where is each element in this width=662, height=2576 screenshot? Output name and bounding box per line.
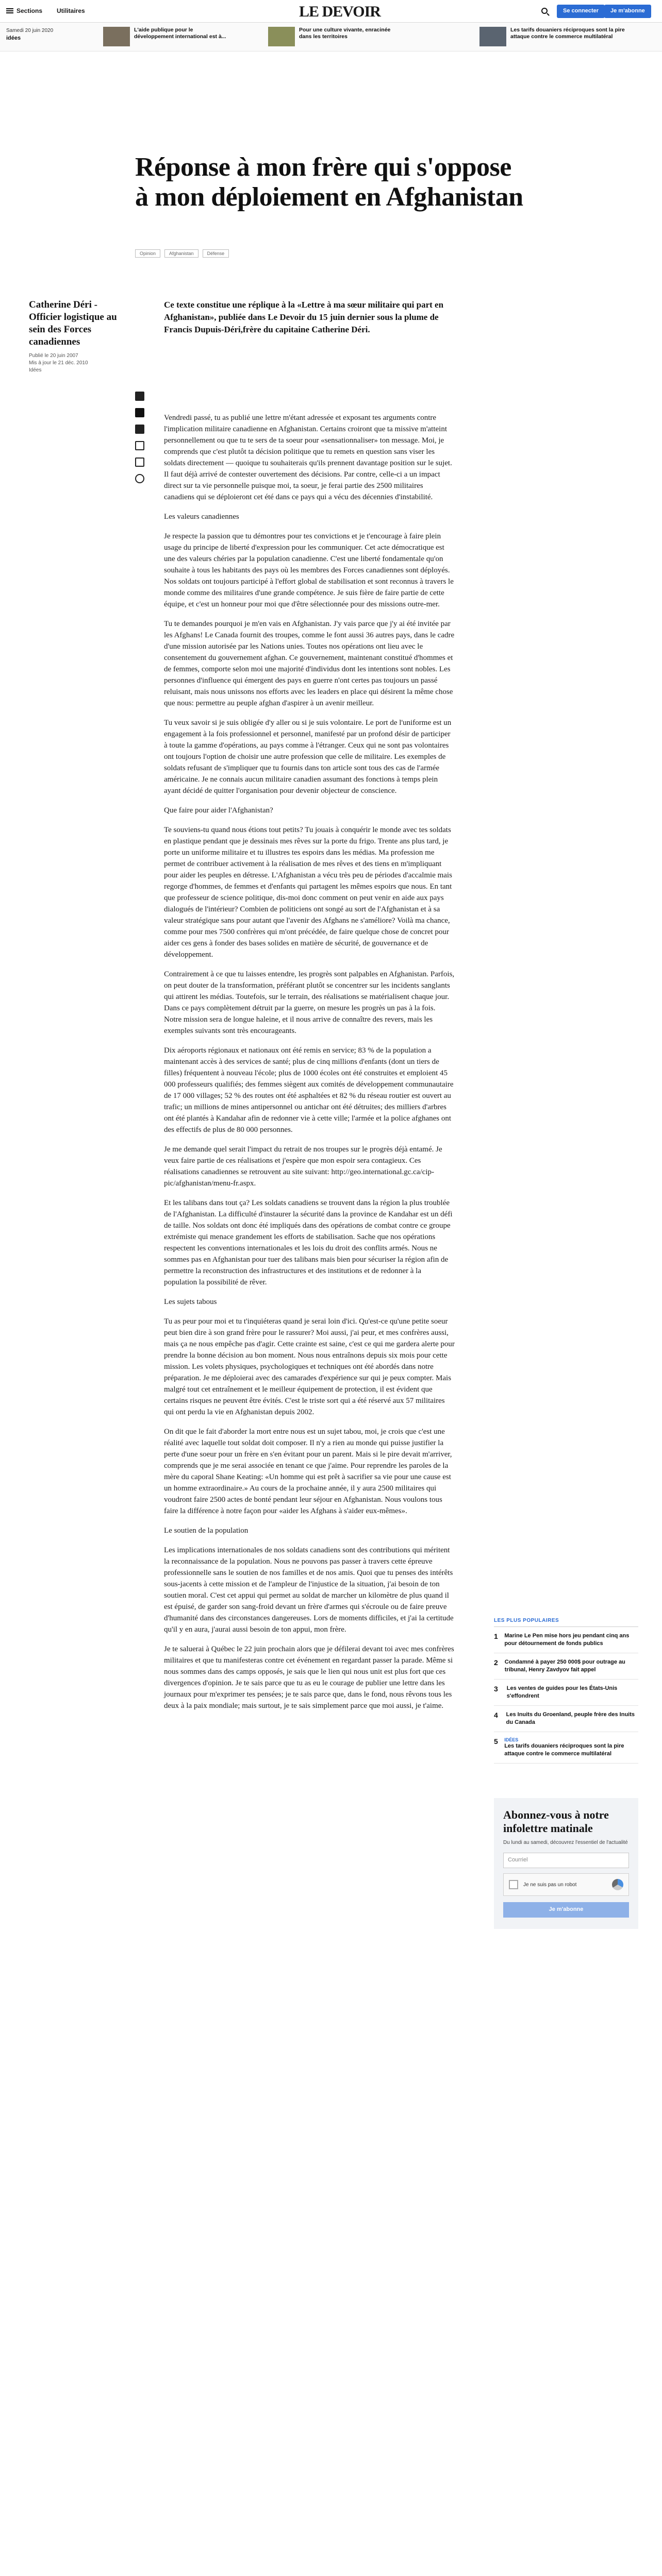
related-articles-ticker xyxy=(0,23,662,52)
login-button[interactable]: Se connecter xyxy=(557,5,605,18)
popular-item-label: IDÉES xyxy=(504,1737,519,1742)
ticker-thumbnail xyxy=(103,27,130,46)
popular-item-title: Marine Le Pen mise hors jeu pendant cinq ans pour détournement de fonds publics xyxy=(504,1633,630,1647)
email-field[interactable]: Courriel xyxy=(503,1853,629,1868)
email-icon[interactable] xyxy=(135,441,144,450)
article-subheading: Le soutien de la population xyxy=(164,1527,249,1535)
ticker-section: idées xyxy=(6,35,21,41)
copy-link-icon[interactable] xyxy=(135,474,144,483)
article-paragraph: Les implications internationales de nos soldats canadiens sont des contributions qui méritent la reconnaissance de la population. Nous ne pouvons pas passer à travers cette épreuve professionnelle sans le soutien de nos familles et de nos amis. Quoi que tu penses des intérêts sous-jacents à cette mission et de l'ampleur de l'injustice de la situation, j'ai besoin de ton soutien moral. C'est cet appui qui permet au soldat de marcher un kilomètre de plus quand il est épuisé, de garder son sang-froid devant un frère d'armes qui s'écroule ou de faire preuve d'humanité dans des circonstances dangereuses. Lors de moments difficiles, et j'ai la certitude qu'il y en aura, j'aurai aussi besoin de ton appui, mon frère. xyxy=(164,1546,454,1634)
article-paragraph: Je te saluerai à Québec le 22 juin prochain alors que je défilerai devant toi avec mes confrères militaires et que tu manifesteras contre cet événement en regardant passer la parade. Même si nous sommes dans des camps opposés, je sais que le lien qui nous unit est plus fort que ces divergences d'opinion. Je te sais parce que tu as eu le courage de publier une lettre dans les journaux pour m'exprimer tes pensées; je te sais parce que, dans le fond, nous rêvons tous les deux à la paix mondiale; mais surtout, je te sais simplement parce que moi aussi, je t'aime. xyxy=(164,1645,454,1710)
newsletter-subscribe-button[interactable]: Je m'abonne xyxy=(503,1902,629,1918)
popular-item[interactable] xyxy=(494,1680,638,1706)
tag-afghanistan[interactable]: Afghanistan xyxy=(164,249,198,258)
ticker-item-title: Les tarifs douaniers réciproques sont la pire attaque contre le commerce multilatéral xyxy=(510,27,625,40)
popular-rank: 2 xyxy=(494,1658,498,1667)
ticker-item[interactable] xyxy=(479,27,634,46)
popular-rank: 1 xyxy=(494,1632,498,1640)
utilities-label: Utilitaires xyxy=(57,7,85,14)
author-block xyxy=(29,299,127,374)
article-subheading: Les sujets tabous xyxy=(164,1298,217,1306)
article-dates xyxy=(29,352,127,374)
article-paragraph: Je respecte la passion que tu démontres pour tes convictions et je t'encourage à faire plein usage du principe de liberté d'expression pour les communiquer. Cet acte démocratique est une des valeurs chéries par la population canadienne. C'est une liberté fondamentale qu'on souhaite à tous les habitants des pays où les membres des Forces canadiennes sont déployés. Nos soldats ont toujours participé à l'effort global de stabilisation et sont reconnus à travers le monde comme des militaires d'une grande compétence. Je suis fière de faire partie de cette équipe, et c'est un honneur pour moi que d'être sélectionnée pour des missions outre-mer. xyxy=(164,532,454,608)
article-paragraph: Tu veux savoir si je suis obligée d'y aller ou si je suis volontaire. Le port de l'uniforme est un engagement à la fois professionnel et personnel, manifesté par un profond désir de participer à toute la gamme d'opérations, au pays comme à l'étranger. Ceux qui ne sont pas volontaires ont toujours l'option de choisir une autre profession que celle de militaire. Les exemples de soldats refusant de s'impliquer que tu fournis dans ton article sont tous des cas de l'armée américaine. Je ne connais aucun militaire canadien assumant des fonctions à temps plein ayant décidé de quitter l'organisation pour devenir objecteur de conscience. xyxy=(164,719,452,795)
utilities-menu-button[interactable] xyxy=(57,7,85,14)
ticker-date xyxy=(6,28,53,41)
article-subheading: Que faire pour aider l'Afghanistan? xyxy=(164,806,273,815)
captcha-widget xyxy=(503,1873,629,1896)
popular-rank: 3 xyxy=(494,1685,498,1693)
most-popular-list xyxy=(494,1618,638,1764)
x-twitter-icon[interactable] xyxy=(135,408,144,417)
print-icon[interactable] xyxy=(135,457,144,467)
popular-item-title: Les tarifs douaniers réciproques sont la pire attaque contre le commerce multilatéral xyxy=(504,1743,624,1757)
article-paragraph: Te souviens-tu quand nous étions tout petits? Tu jouais à conquérir le monde avec tes soldats en plastique pendant que je dessinais mes rêves sur la porte du frigo. Trente ans plus tard, je porte un uniforme militaire et tu illustres tes espoirs dans les médias. Ma profession me permet de contribuer activement à la réalisation de mes rêves et des tiens en m'impliquant pour aider les peuples en détresse. L'Afghanistan a vécu très peu de périodes d'accalmie mais regorge d'hommes, de femmes et d'enfants qui partagent les mêmes espoirs que nous. En tant que professeur de science politique, dis-moi donc comment on peut venir en aide aux pays dialogués de l'intérieur? Combien de politiciens ont songé au sort de l'Afghanistan et à sa valeur stratégique sans pour autant que l'avenir des Afghans ne s'améliore? Voilà ma chance, comme pour mes 7500 confrères qui m'ont précédée, de faire quelque chose de concret pour aider ces gens à fonder des bases solides en matière de sécurité, de gouvernance et de développement. xyxy=(164,826,452,959)
popular-item-title: Les Inuits du Groenland, peuple frère des Inuits du Canada xyxy=(506,1711,635,1725)
captcha-label: Je ne suis pas un robot xyxy=(523,1882,577,1888)
newsletter-signup xyxy=(494,1798,638,1929)
recaptcha-icon xyxy=(612,1879,623,1890)
article-paragraph: Je me demande quel serait l'impact du retrait de nos troupes sur le progrès déjà entamé. Je veux faire partie de ces réalisations et j'espère que mon espoir sera contagieux. Ces réalisations canadiennes se retrouvent au site suivant: http://geo.international.gc.ca/cip-pic/afghanistan/menu-fr.aspx. xyxy=(164,1145,442,1188)
article-paragraph: Tu as peur pour moi et tu t'inquiéteras quand je serai loin d'ici. Qu'est-ce qu'une petite soeur peut bien dire à son grand frère pour le rassurer? Moi aussi, j'ai peur, et mes confrères aussi, mais ça ne nous empêche pas d'agir. Cette crainte est saine, c'est ce qui me gardera alerte pour prendre la bonne décision au bon moment. Nous nous entraînons depuis six mois pour cette mission. Les volets physiques, psychologiques et techniques ont été abordés dans notre préparation. Je me déploierai avec des camarades d'expérience sur qui je peux compter. Mais malgré tout cet entraînement et le meilleur équipement de protection, il est évident que certains risques ne peuvent être évités. C'est le triste sort qui a été réservé aux 57 militaires qui ont perdu la vie en Afghanistan depuis 2002. xyxy=(164,1317,455,1416)
ticker-item[interactable] xyxy=(103,27,232,46)
published-date: Publié le 20 juin 2007 xyxy=(29,353,78,359)
article-paragraph: Vendredi passé, tu as publié une lettre m'étant adressée et exposant tes arguments contre l'implication militaire canadienne en Afghanistan. Certains croiront que ta missive m'atteint personnellement ou que tu te sers de ta soeur pour «sensationnaliser» ton message. Moi, je comprends que c'est plutôt ta décision politique que tu remets en question sans viser les soldats directement — quoique tu souhaiterais qu'ils prennent davantage position sur le sujet. Il faut déjà arrivé de contester ouvertement des décisions. Par contre, celle-ci a un impact direct sur ta vie personnelle puisque moi, ta soeur, je ferai partie des 2500 militaires canadiens qui se déploieront cet été dans ce pays qui a vécu des décennies d'instabilité. xyxy=(164,414,452,501)
popular-rank: 5 xyxy=(494,1737,498,1745)
tag-defense[interactable]: Défense xyxy=(203,249,229,258)
popular-item[interactable] xyxy=(494,1653,638,1680)
popular-item[interactable] xyxy=(494,1627,638,1653)
search-icon[interactable] xyxy=(541,8,548,14)
top-navigation-bar xyxy=(0,0,662,23)
ticker-item-title: Pour une culture vivante, enracinée dans les territoires xyxy=(299,27,391,40)
share-toolbar xyxy=(135,392,148,483)
article-tags xyxy=(135,249,229,258)
tag-opinion[interactable]: Opinion xyxy=(135,249,160,258)
article-paragraph: Contrairement à ce que tu laisses entendre, les progrès sont palpables en Afghanistan. Parfois, on peut douter de la transformation, préférant plutôt se concentrer sur les incidents sanglants qui attirent les médias. Toutefois, sur le terrain, des réalisations se matérialisent chaque jour. Dans ce pays complètement détruit par la guerre, on mesure les progrès un pas à la fois. Notre mission sera de longue haleine, et il nous arrive de connaître des revers, mais les exemples suivants sont très encourageants. xyxy=(164,970,455,1035)
subscribe-button[interactable]: Je m'abonne xyxy=(604,5,651,18)
article-lead: Ce texte constitue une réplique à la «Lettre à ma sœur militaire qui part en Afghanistan», publiée dans Le Devoir du 15 juin dernier sous la plume de Francis Dupuis-Déri,frère du capitaine Catherine Déri. xyxy=(164,300,444,334)
popular-item-title: Les ventes de guides pour les États-Unis s'effondrent xyxy=(506,1685,618,1699)
article-paragraph: Tu te demandes pourquoi je m'en vais en Afghanistan. J'y vais parce que j'y ai été invitée par les Afghans! Le Canada fournit des troupes, comme le font aussi 36 autres pays, dans le cadre d'une mission autorisée par les Nations unies. Toutes nos opérations ont lieu avec le consentement du gouvernement afghan. Ce gouvernement, maintenant constitué d'hommes et de femmes, comporte selon moi une majorité d'individus dont les intentions sont nobles. Les personnes d'influence qui émergent des pays en guerre n'ont certes pas toujours un passé reluisant, mais nous unissons nos efforts avec les leaders en place qui désirent la même chose que nous: permettre au peuple afghan d'aspirer à un avenir meilleur. xyxy=(164,620,455,707)
ticker-thumbnail xyxy=(479,27,506,46)
ticker-date-line: Samedi 20 juin 2020 xyxy=(6,28,54,33)
article-body xyxy=(164,412,455,1720)
linkedin-icon[interactable] xyxy=(135,425,144,434)
sections-label: Sections xyxy=(16,7,43,14)
popular-item[interactable] xyxy=(494,1732,638,1764)
captcha-checkbox[interactable] xyxy=(509,1880,518,1889)
article-title: Réponse à mon frère qui s'oppose à mon déploiement en Afghanistan xyxy=(135,152,523,212)
article-paragraph: Et les talibans dans tout ça? Les soldats canadiens se trouvent dans la région la plus troublée de l'Afghanistan. La difficulté d'instaurer la sécurité dans la province de Kandahar est un défi de taille. Nos soldats ont donc été impliqués dans des opérations de combat contre ce groupe extrémiste qui menace grandement les efforts de stabilisation. Sache que nos opérations respectent les conventions internationales et les lois du droit des conflits armés. Nous ne sommes pas en Afghanistan pour tuer des talibans mais bien pour sécuriser la région afin de permettre la reconstruction des infrastructures et des institutions et de redonner à la population la possibilité de rêver. xyxy=(164,1199,453,1286)
article-paragraph: On dit que le fait d'aborder la mort entre nous est un sujet tabou, moi, je crois que c'est une réalité avec laquelle tout soldat doit composer. Il n'y a rien au monde qui puisse justifier la perte d'une soeur pour un frère en s'en évitant pour un parent. Mais si le pire devait m'arriver, comprends que je me serai associée en tenant ce que j'aime. Pour reprendre les paroles de la mère du caporal Shane Keating: «Un homme qui est prêt à sacrifier sa vie pour une cause est un homme extraordinaire.» Au cours de la prochaine année, il y aura 2500 militaires qui voudront faire 2500 actes de bonté pendant leur séjour en Afghanistan. Nous voulons tous faire la différence à notre façon pour «aider les Afghans à s'aider eux-mêmes». xyxy=(164,1428,452,1515)
article-subheading: Les valeurs canadiennes xyxy=(164,513,239,521)
ticker-item[interactable] xyxy=(268,27,397,46)
updated-date: Mis à jour le 21 déc. 2010 xyxy=(29,360,88,366)
popular-item[interactable] xyxy=(494,1706,638,1732)
site-logo[interactable]: LE DEVOIR xyxy=(299,3,380,20)
ad-space xyxy=(0,52,662,144)
ticker-item-title: L'aide publique pour le développement international est à... xyxy=(134,27,226,40)
newsletter-description: Du lundi au samedi, découvrez l'essentiel de l'actualité xyxy=(503,1840,628,1845)
popular-rank: 4 xyxy=(494,1711,498,1719)
sections-menu-button[interactable] xyxy=(6,7,42,14)
section-label[interactable]: Idées xyxy=(29,367,42,373)
article-paragraph: Dix aéroports régionaux et nationaux ont été remis en service; 83 % de la population a maintenant accès à des services de santé; plus de cinq millions d'enfants (dont un tiers de filles) fréquentent à nouveau l'école; plus de 1000 écoles ont été construites et emploient 45 000 professeurs qualifiés; des femmes siègent aux comités de développement communautaire de 17 000 villages; 52 % des routes ont été asphaltées et 82 % du réseau routier est ouvert au trafic; un millions de mines antipersonnel ou antichar ont été détruites; des milliers d'arbres ont été plantés à Kandahar afin de redonner vie à cette ville; l'armée et la police afghanes ont des effectifs de plus de 80 000 personnes. xyxy=(164,1046,454,1134)
newsletter-title: Abonnez-vous à notre infolettre matinale xyxy=(503,1808,609,1835)
author-name: Catherine Déri - Officier logistique au sein des Forces canadiennes xyxy=(29,299,117,347)
hamburger-icon xyxy=(6,8,13,13)
facebook-icon[interactable] xyxy=(135,392,144,401)
ticker-thumbnail xyxy=(268,27,295,46)
popular-header: LES PLUS POPULAIRES xyxy=(494,1618,638,1627)
popular-item-title: Condamné à payer 250 000$ pour outrage au tribunal, Henry Zavdyov fait appel xyxy=(504,1659,625,1673)
